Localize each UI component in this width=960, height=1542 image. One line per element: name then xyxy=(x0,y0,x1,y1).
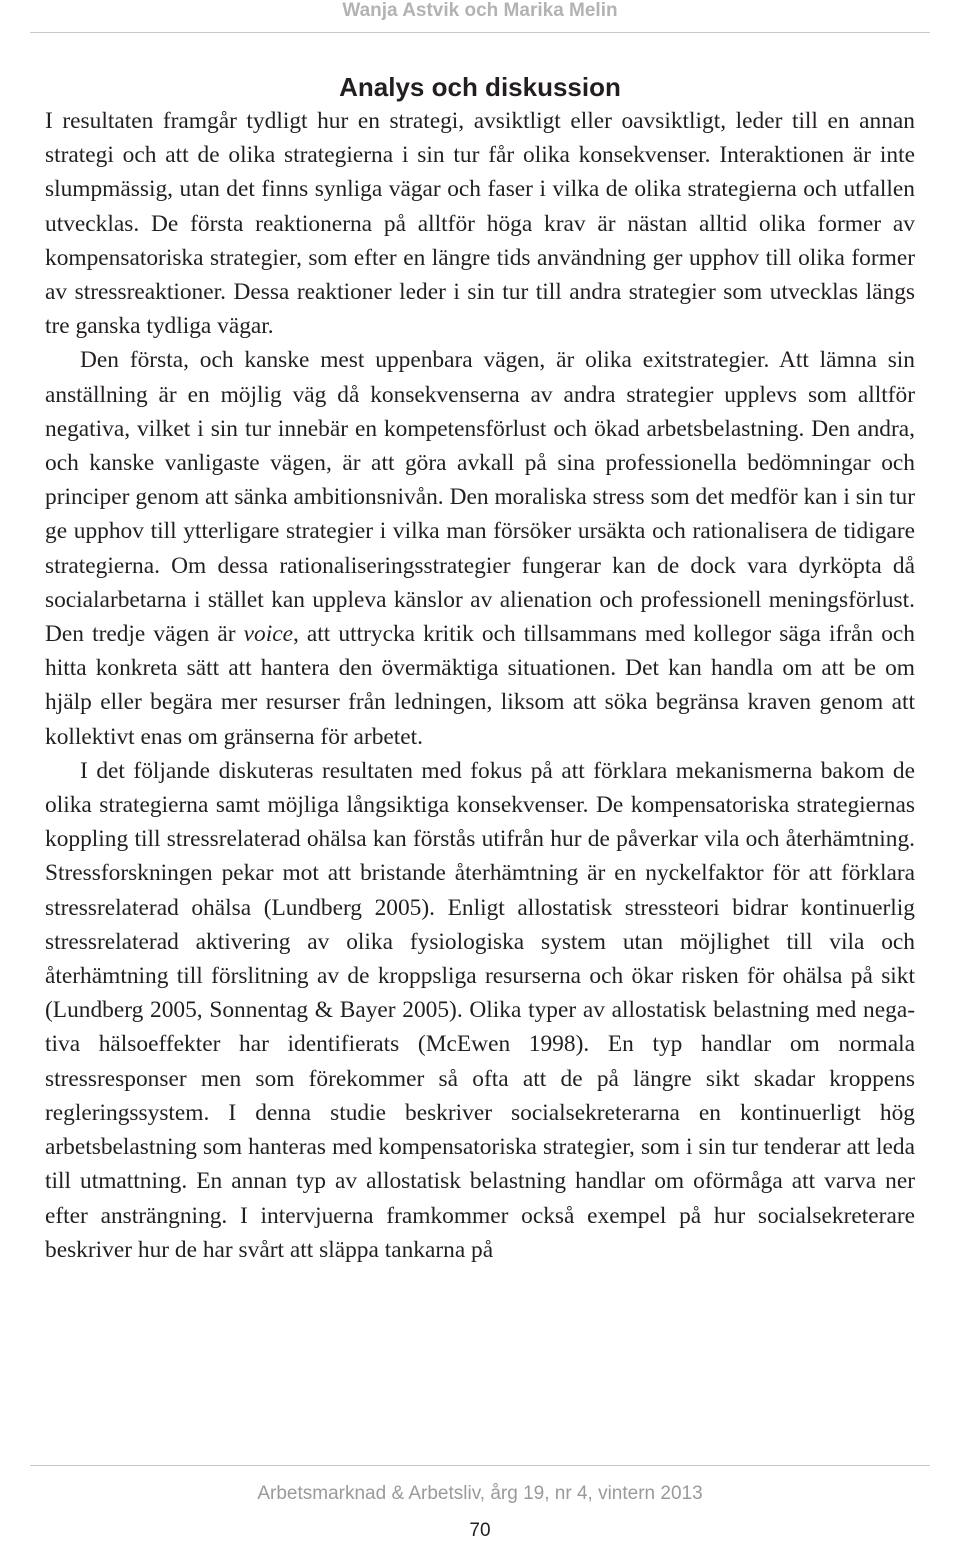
header-divider xyxy=(30,32,930,33)
paragraph-3: I det följande diskuteras resultaten med fokus på att förklara mekanismerna bakom de olika strategierna samt möjliga långsiktiga konsekvenser. De kompensatoriska strategiernas koppling till stressrelaterad ohälsa kan förstås utifrån hur de påverkar vila och återhämtning. Stressforskningen pekar mot att bristande återhämtning är en nyckelfaktor för att förklara stressrelaterad ohälsa (Lundberg 2005). Enligt allostatisk stressteori bidrar kontinuerlig stressrelaterad aktivering av olika fysiologiska system utan möjlighet till vila och återhämtning till förslitning av de kroppsliga resurserna och ökar risken för ohälsa på sikt (Lundberg 2005, Sonnentag & Bayer 2005). Olika typer av allostatisk belastning med negativa hälsoeffekter har identifierats (McEwen 1998). En typ handlar om normala stressresponser men som förekommer så ofta att de på längre sikt skadar kroppens regleringssystem. I denna studie beskriver socialsekreterarna en kontinuerligt hög arbetsbelastning som hanteras med kompensatoriska strategier, som i sin tur tenderar att leda till utmattning. En annan typ av allostatisk belastning handlar om oförmåga att varva ner efter ansträngning. I intervjuerna framkommer också exempel på hur socialsekreterare beskriver hur de har svårt att släppa tankarna på xyxy=(45,757,915,1263)
paragraph-2-text-end: , att uttrycka kritik och tillsammans med kollegor säga ifrån och hitta konkreta sätt att hantera den övermäktiga situationen. Det kan handla om att be om hjälp eller begära mer resurser från ledningen, liksom att söka begränsa kraven genom att kollektivt enas om gränserna för arbetet. xyxy=(45,621,915,750)
paragraph-2-text-start: Den första, och kanske mest uppenbara vägen, är olika exitstrategier. Att lämna sin anställning är en möjlig väg då konsekvenserna av andra strategier upplevs som alltför negativa, vilket i sin tur innebär en kompetensförlust och ökad arbetsbelastning. Den andra, och kanske vanligaste vägen, är att göra avkall på sina professionella bedömningar och principer genom att sänka ambitionsnivån. Den moraliska stress som det medför kan i sin tur ge upphov till ytterligare strategier i vilka man försöker ursäkta och rationalisera de tidigare strategierna. Om dessa rationaliseringsstrategier fungerar kan de dock vara dyrköpta då socialarbetarna i stället kan uppleva känslor av alienation och professionell meningsförlust. Den tredje vägen är xyxy=(45,347,915,648)
paragraph-1: I resultaten framgår tydligt hur en strategi, avsiktligt eller oavsiktligt, leder till en annan strategi och att de olika strategierna i sin tur får olika konsekvenser. Interaktionen är inte slumpmässig, utan det finns synliga vägar och faser i vilka de olika strategierna och utfallen utvecklas. De första reaktionerna på alltför höga krav är nästan alltid olika former av kompensatoriska strategier, som efter en längre tids användning ger upphov till olika former av stressreaktioner. Dessa reaktioner leder i sin tur till andra strategier som utvecklas längs tre ganska tydliga vägar. xyxy=(45,108,915,340)
paragraph-2 xyxy=(45,343,915,753)
paragraph-2-italic-term: voice xyxy=(243,621,293,648)
running-head: Wanja Astvik och Marika Melin xyxy=(342,0,618,21)
footer-divider xyxy=(30,1465,930,1466)
body-text xyxy=(45,104,915,1267)
journal-footer: Arbetsmarknad & Arbetsliv, årg 19, nr 4, vintern 2013 xyxy=(257,1483,703,1504)
page-number: 70 xyxy=(469,1520,491,1541)
section-title: Analys och diskussion xyxy=(339,72,621,102)
